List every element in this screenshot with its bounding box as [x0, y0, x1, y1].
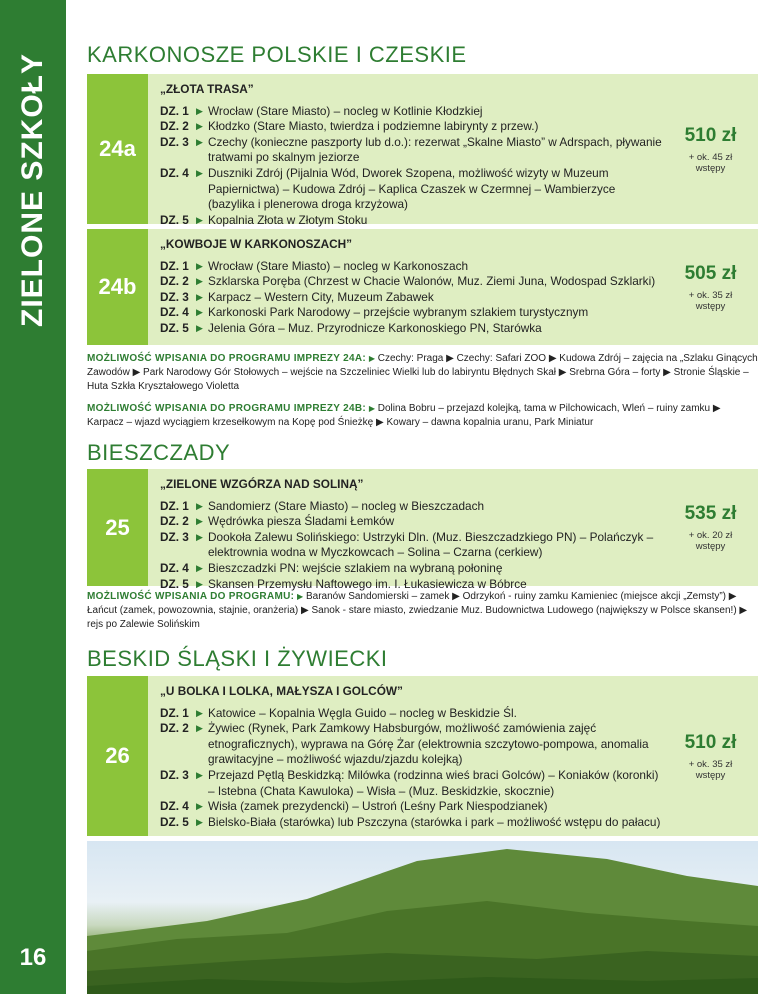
day-label: DZ. 5 — [160, 320, 189, 335]
day-text: Skansen Przemysłu Naftowego im. I. Łukasiewicza w Bóbrce — [208, 576, 527, 591]
note-24a — [87, 352, 758, 394]
note-heading: MOŻLIWOŚĆ WPISANIA DO PROGRAMU: — [87, 591, 295, 602]
day-label: DZ. 2 — [160, 274, 189, 289]
arrow-icon: ▶ — [196, 322, 203, 333]
arrow-icon: ▶ — [297, 592, 304, 601]
day-text: Dookoła Zalewu Solińskiego: Ustrzyki Dln. (Muz. Bieszczadzkiego PN) – Polańczyk – elektrownia wodna w Myczkowcach – Solina – Czarna (cerkiew) — [208, 529, 654, 560]
price-box — [663, 469, 758, 586]
arrow-icon: ▶ — [196, 562, 203, 573]
day-label: DZ. 1 — [160, 705, 189, 720]
price-box — [663, 74, 758, 224]
note-heading: MOŻLIWOŚĆ WPISANIA DO PROGRAMU IMPREZY 24A: — [87, 353, 367, 364]
program-24b — [87, 229, 758, 345]
arrow-icon: ▶ — [196, 801, 203, 812]
day-label: DZ. 4 — [160, 305, 189, 320]
arrow-icon: ▶ — [196, 291, 203, 302]
day-text: Wrocław (Stare Miasto) – nocleg w Kotlinie Kłodzkiej — [208, 103, 483, 118]
program-content — [160, 684, 662, 830]
sidebar — [0, 0, 66, 994]
day-label: DZ. 4 — [160, 560, 189, 575]
day-row — [160, 499, 662, 515]
arrow-icon: ▶ — [196, 578, 203, 589]
day-text: Karkonoski Park Narodowy – przejście wybranym szlakiem turystycznym — [208, 305, 589, 320]
day-text: Jelenia Góra – Muz. Przyrodnicze Karkonoskiego PN, Starówka — [208, 320, 542, 335]
day-label: DZ. 1 — [160, 103, 189, 118]
day-text: Czechy (konieczne paszporty lub d.o.): rezerwat „Skalne Miasto” w Adrspach, pływanie tratwami po skalnym jeziorze — [208, 134, 662, 165]
arrow-icon: ▶ — [368, 354, 375, 363]
section-title-beskid: BESKID ŚLĄSKI I ŻYWIECKI — [87, 646, 388, 671]
arrow-icon: ▶ — [196, 276, 203, 287]
day-label: DZ. 1 — [160, 258, 189, 273]
day-label: DZ. 1 — [160, 498, 189, 513]
day-text: Wisła (zamek prezydencki) – Ustroń (Leśny Park Niespodzianek) — [208, 799, 548, 814]
day-row — [160, 119, 662, 135]
day-label: DZ. 5 — [160, 212, 189, 227]
note-24b — [87, 402, 758, 430]
note-body: Baranów Sandomierski – zamek ▶ Odrzykoń - ruiny zamku Kamieniec (miejsce akcji „Zemsty”) ▶ Łańcut (zamek, powozownia, stajnie, oranżeria) ▶ Sanok - stare miasto, zwiedzanie Muz. Budownictwa Ludowego (największy w Polsce skansen!) ▶ rejs po Zalewie Solińskim — [87, 591, 748, 630]
price-amount: 510 zł — [684, 731, 737, 753]
program-24a — [87, 74, 758, 227]
sidebar-title: ZIELONE SZKOŁY — [16, 52, 49, 328]
day-row — [160, 305, 662, 321]
day-row — [160, 213, 662, 229]
arrow-icon: ▶ — [196, 121, 203, 132]
day-text: Bieszczadzki PN: wejście szlakiem na wybraną połoninę — [208, 560, 503, 575]
arrow-icon: ▶ — [368, 404, 375, 413]
price-extra: + ok. 20 zł wstępy — [688, 530, 733, 552]
day-text: Przejazd Pętlą Beskidzką: Milówka (rodzinna wieś braci Golców) – Koniaków (koronki) – Istebna (Chata Kawuloka) – Wisła – (Muz. Beskidzkie, skocznie) — [208, 767, 659, 798]
note-heading: MOŻLIWOŚĆ WPISANIA DO PROGRAMU IMPREZY 24B: — [87, 403, 367, 414]
day-row — [160, 135, 662, 166]
program-26 — [87, 676, 758, 836]
arrow-icon: ▶ — [196, 500, 203, 511]
day-label: DZ. 2 — [160, 721, 189, 736]
day-text: Kopalnia Złota w Złotym Stoku — [208, 212, 368, 227]
arrow-icon: ▶ — [196, 723, 203, 734]
day-text: Wrocław (Stare Miasto) – nocleg w Karkonoszach — [208, 258, 469, 273]
day-label: DZ. 3 — [160, 767, 189, 782]
program-content — [160, 477, 662, 592]
day-row — [160, 721, 662, 768]
day-row — [160, 166, 662, 213]
day-label: DZ. 3 — [160, 529, 189, 544]
price-box — [663, 676, 758, 836]
note-body: Czechy: Praga ▶ Czechy: Safari ZOO ▶ Kudowa Zdrój – zajęcia na „Szlaku Ginących Zawodów ▶ Park Narodowy Gór Stołowych – wejście na Szczeliniec Wielki lub do labiryntu Błędnych Skał ▶ Srebrna Góra – forty ▶ Stronie Śląskie – Huta Szkła Kryształowego Violetta — [87, 353, 758, 392]
day-row — [160, 104, 662, 120]
price-amount: 535 zł — [684, 503, 737, 524]
arrow-icon: ▶ — [196, 707, 203, 718]
day-text: Żywiec (Rynek, Park Zamkowy Habsburgów, możliwość zamówienia zajęć etnograficznych), wyprawa na Górę Żar (elektrownia szczytowo-pompowa, anomalia grawitacyjne – możliwość wjazdu/zjazdu kolejką) — [208, 721, 649, 767]
program-number: 24b — [87, 229, 148, 345]
day-text: Wędrówka piesza Śladami Łemków — [208, 514, 395, 529]
day-text: Karpacz – Western City, Muzeum Zabawek — [208, 289, 434, 304]
arrow-icon: ▶ — [196, 769, 203, 780]
day-row — [160, 706, 662, 722]
day-text: Katowice – Kopalnia Węgla Guido – nocleg w Beskidzie Śl. — [208, 705, 517, 720]
day-text: Kłodzko (Stare Miasto, twierdza i podziemne labirynty z przew.) — [208, 119, 539, 134]
arrow-icon: ▶ — [196, 307, 203, 318]
day-text: Sandomierz (Stare Miasto) – nocleg w Bieszczadach — [208, 498, 485, 513]
price-extra: + ok. 35 zł wstępy — [688, 289, 733, 312]
day-label: DZ. 2 — [160, 119, 189, 134]
program-number: 24a — [87, 74, 148, 224]
section-title-bieszczady: BIESZCZADY — [87, 440, 231, 465]
program-number: 25 — [87, 469, 148, 586]
day-row — [160, 561, 662, 577]
mountain-photo — [87, 841, 758, 994]
day-row — [160, 290, 662, 306]
day-row — [160, 815, 662, 831]
day-label: DZ. 5 — [160, 814, 189, 829]
program-title: „U BOLKA I LOLKA, MAŁYSZA I GOLCÓW” — [160, 684, 403, 698]
arrow-icon: ▶ — [196, 105, 203, 116]
arrow-icon: ▶ — [196, 136, 203, 147]
day-text: Bielsko-Biała (starówka) lub Pszczyna (starówka i park – możliwość wstępu do pałacu) — [208, 814, 661, 829]
arrow-icon: ▶ — [196, 531, 203, 542]
program-title: „ZIELONE WZGÓRZA NAD SOLINĄ” — [160, 477, 364, 491]
price-amount: 510 zł — [684, 124, 737, 146]
program-number: 26 — [87, 676, 148, 836]
arrow-icon: ▶ — [196, 167, 203, 178]
price-extra: + ok. 35 zł wstępy — [688, 758, 733, 781]
day-row — [160, 259, 662, 275]
day-label: DZ. 4 — [160, 799, 189, 814]
section-title-karkonosze: KARKONOSZE POLSKIE I CZESKIE — [87, 42, 467, 67]
day-label: DZ. 2 — [160, 514, 189, 529]
program-content — [160, 82, 662, 228]
program-title: „ZŁOTA TRASA” — [160, 82, 254, 96]
day-row — [160, 799, 662, 815]
program-25 — [87, 469, 758, 591]
day-row — [160, 514, 662, 530]
day-row — [160, 321, 662, 337]
price-extra: + ok. 45 zł wstępy — [688, 151, 733, 174]
page-number: 16 — [19, 944, 47, 971]
day-row — [160, 530, 662, 561]
note-25 — [87, 590, 758, 632]
arrow-icon: ▶ — [196, 516, 203, 527]
day-label: DZ. 3 — [160, 134, 189, 149]
day-row — [160, 768, 662, 799]
price-amount: 505 zł — [684, 262, 737, 284]
day-text: Duszniki Zdrój (Pijalnia Wód, Dworek Szopena, możliwość wizyty w Muzeum Papiernictwa) – Kudowa Zdrój – Kaplica Czaszek w Czermnej – Wambierzyce (bazylika i plenerowa droga krzyżowa) — [208, 165, 616, 212]
arrow-icon: ▶ — [196, 214, 203, 225]
day-row — [160, 274, 662, 290]
day-text: Szklarska Poręba (Chrzest w Chacie Walonów, Muz. Ziemi Juna, Wodospad Szklarki) — [208, 274, 656, 289]
mountain-landscape-image — [87, 841, 758, 994]
day-label: DZ. 3 — [160, 289, 189, 304]
note-body: Dolina Bobru – przejazd kolejką, tama w Pilchowicach, Wleń – ruiny zamku ▶ Karpacz – wjazd wyciągiem krzesełkowym na Kopę pod Śnieżkę ▶ Kowary – dawna kopalnia uranu, Park Miniatur — [87, 403, 721, 428]
day-label: DZ. 5 — [160, 576, 189, 591]
program-content — [160, 237, 662, 337]
program-title: „KOWBOJE W KARKONOSZACH” — [160, 237, 353, 251]
price-box — [663, 229, 758, 345]
arrow-icon: ▶ — [196, 816, 203, 827]
arrow-icon: ▶ — [196, 260, 203, 271]
day-label: DZ. 4 — [160, 165, 189, 180]
